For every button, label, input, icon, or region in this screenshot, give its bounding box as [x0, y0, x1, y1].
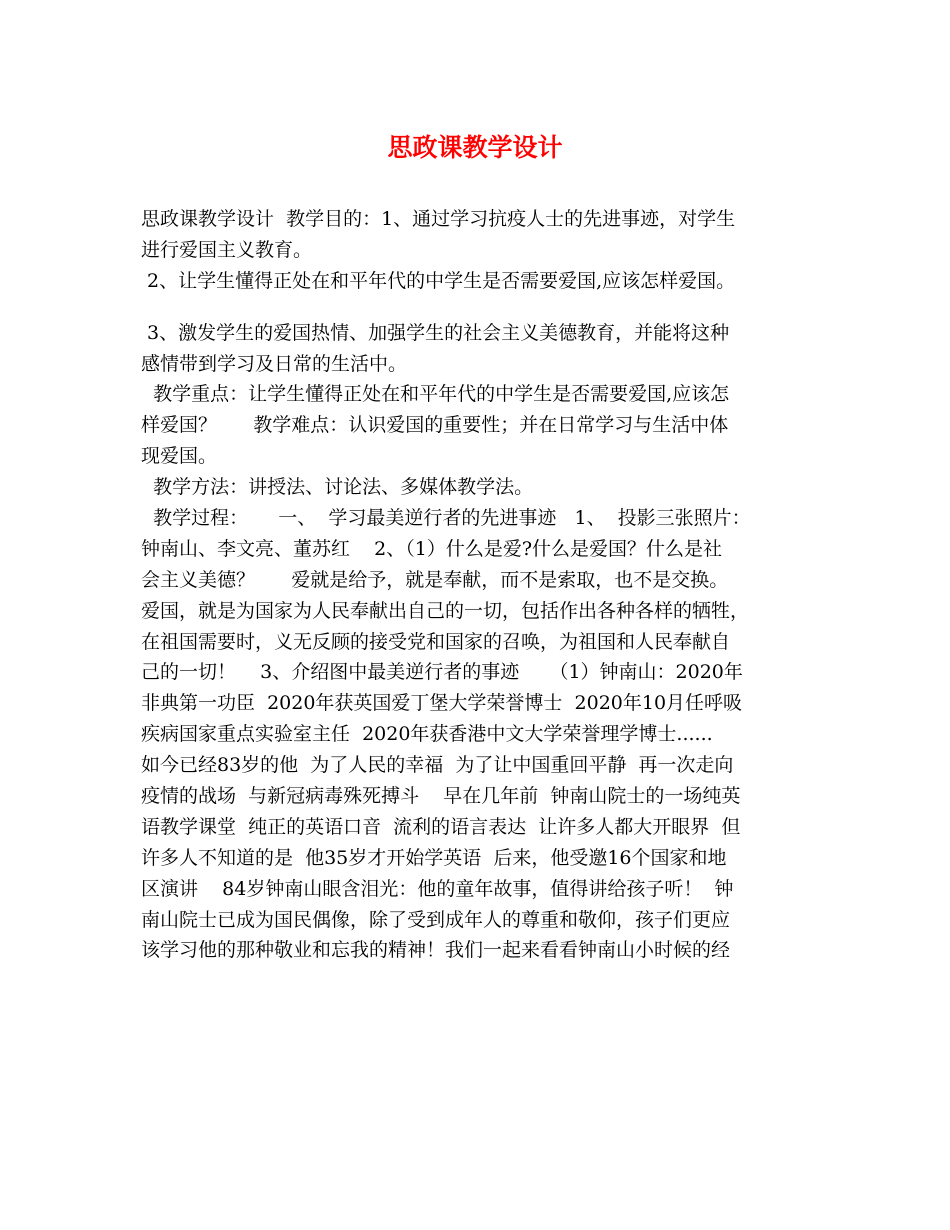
text-line: 钟南山、李文亮、董苏红 2、（1）什么是爱?什么是爱国？什么是社 [141, 537, 723, 560]
text-line: 进行爱国主义教育。 [141, 238, 313, 261]
text-line: 该学习他的那种敬业和忘我的精神！我们一起来看看钟南山小时候的经 [141, 939, 731, 962]
text-line: 疫情的战场 与新冠病毒殊死搏斗 早在几年前 钟南山院士的一场纯英 [141, 785, 741, 808]
text-line: 疾病国家重点实验室主任 2020年获香港中文大学荣誉理学博士...... [141, 723, 713, 746]
text-line: 己的一切！ 3、介绍图中最美逆行者的事迹 （1）钟南山：2020年 [141, 661, 743, 684]
text-line: 非典第一功臣 2020年获英国爱丁堡大学荣誉博士 2020年10月任呼吸 [141, 692, 743, 715]
text-line: 会主义美德？ 爱就是给予，就是奉献，而不是索取，也不是交换。 [141, 568, 729, 591]
text-line: 教学重点：让学生懂得正处在和平年代的中学生是否需要爱国,应该怎 [141, 383, 730, 406]
text-line: 爱国，就是为国家为人民奉献出自己的一切，包括作出各种各样的牺牲， [141, 599, 750, 622]
text-line: 样爱国？ 教学难点：认识爱国的重要性；并在日常学习与生活中体 [141, 414, 729, 437]
text-line: 教学过程： 一、 学习最美逆行者的先进事迹 1、 投影三张照片： [141, 507, 751, 530]
text-line: 许多人不知道的是 他35岁才开始学英语 后来，他受邀16个国家和地 [141, 846, 727, 869]
text-line: 南山院士已成为国民偶像，除了受到成年人的尊重和敬仰，孩子们更应 [141, 908, 731, 931]
text-line: 思政课教学设计 教学目的：1、通过学习抗疫人士的先进事迹，对学生 [141, 208, 736, 230]
text-line: 现爱国。 [141, 445, 218, 468]
document-body [141, 204, 813, 966]
text-line: 教学方法：讲授法、讨论法、多媒体教学法。 [141, 476, 534, 499]
text-line: 语教学课堂 纯正的英语口音 流利的语言表达 让许多人都大开眼界 但 [141, 815, 741, 838]
text-line: 3、激发学生的爱国热情、加强学生的社会主义美德教育，并能将这种 [141, 321, 730, 344]
text-line: 如今已经83岁的他 为了人民的幸福 为了让中国重回平静 再一次走向 [141, 754, 734, 777]
document-title: 思政课教学设计 [387, 133, 563, 162]
text-line: 区演讲 84岁钟南山眼含泪光：他的童年故事，值得讲给孩子听！ 钟 [141, 877, 734, 900]
text-line: 在祖国需要时，义无反顾的接受党和国家的召唤，为祖国和人民奉献自 [141, 630, 731, 653]
text-line: 2、让学生懂得正处在和平年代的中学生是否需要爱国,应该怎样爱国。 [141, 269, 736, 292]
text-line: 感情带到学习及日常的生活中。 [141, 352, 408, 375]
paragraph-gap [141, 297, 813, 318]
